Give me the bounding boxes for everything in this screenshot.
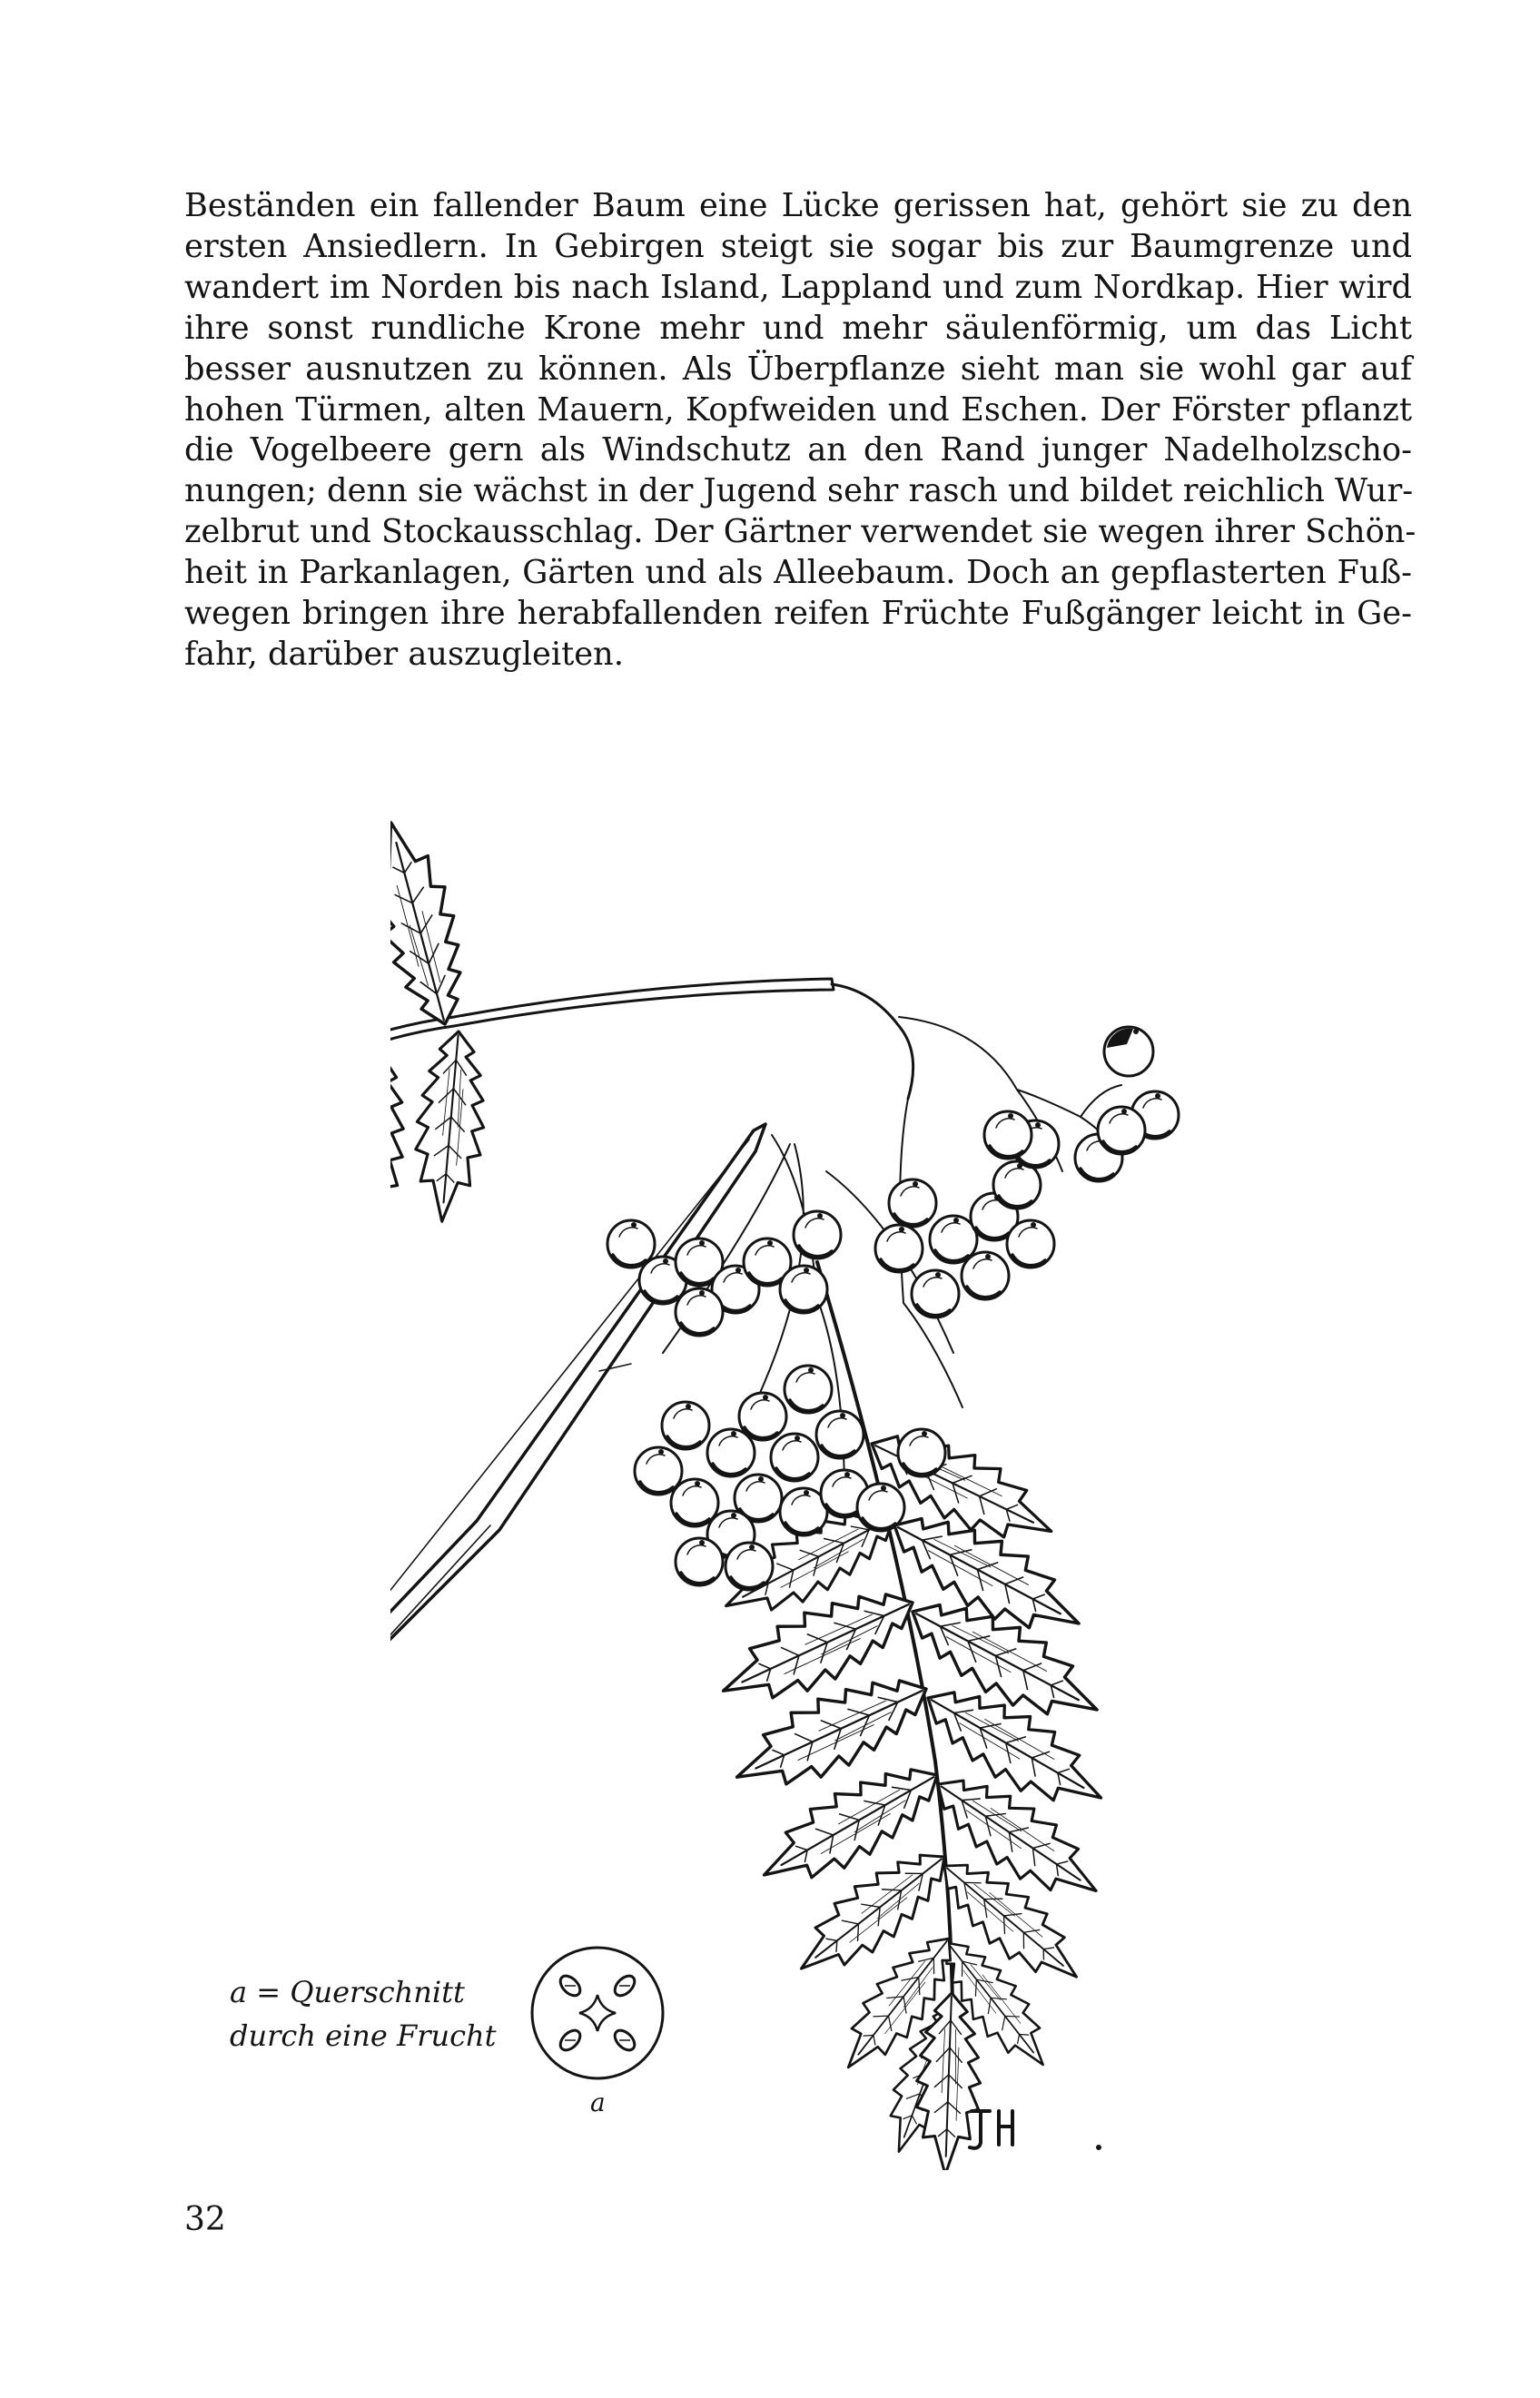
text-line: besser ausnutzen zu können. Als Überpflanze sieht man sie wohl gar auf [184, 350, 1412, 388]
text-line: hohen Türmen, alten Mauern, Kopfweiden und Eschen. Der Förster pflanzt [184, 390, 1412, 429]
caption-line: a = Querschnitt [230, 1975, 465, 2009]
body-paragraph [184, 186, 1417, 676]
text-line: Beständen ein fallender Baum eine Lücke gerissen hat, gehört sie zu den [184, 187, 1412, 224]
cross-section-label: a [590, 2087, 606, 2117]
rowan-branch-illustration [390, 717, 1226, 2170]
text-line: zelbrut und Stockausschlag. Der Gärtner verwendet sie wegen ihrer Schön- [184, 513, 1417, 551]
page-number: 32 [184, 2201, 226, 2238]
figure-caption [230, 1970, 496, 2058]
text-line: fahr, darüber auszugleiten. [184, 635, 624, 673]
caption-line: durch eine Frucht [230, 2018, 497, 2053]
text-line: wegen bringen ihre herabfallenden reifen Früchte Fußgänger leicht in Ge- [184, 595, 1412, 633]
text-line: die Vogelbeere gern als Windschutz an den Rand junger Nadelholzscho- [184, 431, 1412, 469]
text-line: ihre sonst rundliche Krone mehr und mehr säulenförmig, um das Licht [184, 309, 1412, 347]
text-line: wandert im Norden bis nach Island, Lappland und zum Nordkap. Hier wird [184, 268, 1412, 306]
text-line: heit in Parkanlagen, Gärten und als Alleebaum. Doch an gepflasterten Fuß- [184, 554, 1412, 592]
text-line: nungen; denn sie wächst in der Jugend sehr rasch und bildet reichlich Wur- [184, 472, 1414, 510]
fruit-cross-section-drawing [525, 1939, 679, 2120]
text-line: ersten Ansiedlern. In Gebirgen steigt sie sogar bis zur Baumgrenze und [184, 227, 1412, 265]
